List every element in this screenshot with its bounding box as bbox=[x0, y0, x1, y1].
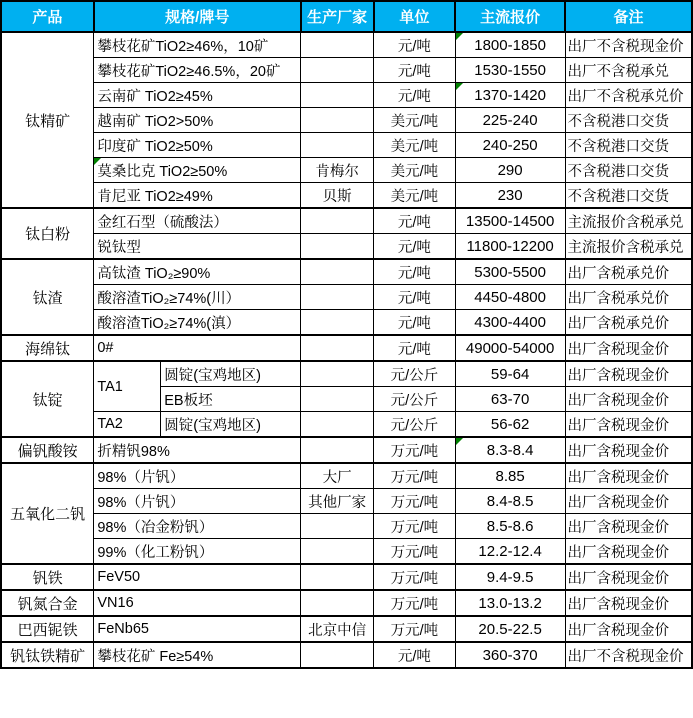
price-cell bbox=[455, 335, 565, 361]
spec-cell-text: 莫桑比克 TiO2≥50% bbox=[97, 163, 228, 180]
spec-cell bbox=[94, 32, 301, 58]
spec-cell-text: 金红石型（硫酸法） bbox=[97, 214, 228, 231]
unit-cell-text: 万元/吨 bbox=[390, 494, 439, 511]
spec-cell-text: 肯尼亚 TiO2≥49% bbox=[97, 188, 213, 205]
table-row bbox=[1, 32, 692, 58]
note-cell-text: 不含税港口交货 bbox=[567, 113, 670, 130]
spec-form-cell bbox=[161, 361, 301, 387]
manufacturer-cell-text: 大厂 bbox=[322, 469, 352, 486]
table-row bbox=[1, 183, 692, 209]
manufacturer-cell bbox=[301, 361, 374, 387]
table-row bbox=[1, 285, 692, 310]
price-cell-text: 56-62 bbox=[490, 415, 530, 433]
unit-cell bbox=[374, 285, 456, 310]
spec-form-cell bbox=[161, 412, 301, 438]
unit-cell bbox=[374, 564, 456, 590]
unit-cell bbox=[374, 83, 456, 108]
note-cell bbox=[565, 208, 692, 234]
table-row bbox=[1, 133, 692, 158]
manufacturer-cell bbox=[301, 158, 374, 183]
product-cell bbox=[1, 463, 94, 564]
comment-flag-icon bbox=[456, 33, 463, 40]
spec-cell bbox=[94, 158, 301, 183]
unit-cell bbox=[374, 259, 456, 285]
unit-cell bbox=[374, 32, 456, 58]
comment-flag-icon bbox=[94, 158, 101, 165]
comment-flag-icon bbox=[456, 83, 463, 90]
product-cell bbox=[1, 642, 94, 668]
product-cell-text: 钛锭 bbox=[32, 391, 63, 409]
price-cell-text: 59-64 bbox=[490, 365, 530, 383]
price-cell bbox=[455, 489, 565, 514]
header-price: 主流报价 bbox=[455, 1, 565, 32]
manufacturer-cell bbox=[301, 83, 374, 108]
spec-cell bbox=[94, 489, 301, 514]
manufacturer-cell-text: 其他厂家 bbox=[308, 494, 367, 511]
note-cell bbox=[565, 108, 692, 133]
unit-cell bbox=[374, 642, 456, 668]
unit-cell-text: 万元/吨 bbox=[390, 443, 439, 460]
unit-cell bbox=[374, 158, 456, 183]
price-cell-text: 1370-1420 bbox=[474, 86, 546, 104]
manufacturer-cell bbox=[301, 285, 374, 310]
unit-cell-text: 元/公斤 bbox=[390, 417, 439, 434]
unit-cell-text: 美元/吨 bbox=[390, 113, 439, 130]
spec-form-cell-text: 圆锭(宝鸡地区) bbox=[164, 367, 261, 384]
price-cell bbox=[455, 208, 565, 234]
spec-grade-cell bbox=[94, 361, 161, 412]
table-row bbox=[1, 489, 692, 514]
note-cell bbox=[565, 234, 692, 260]
manufacturer-cell bbox=[301, 58, 374, 83]
price-cell-text: 8.5-8.6 bbox=[486, 517, 534, 535]
price-cell-text: 49000-54000 bbox=[465, 339, 555, 357]
spec-grade-cell-text: TA2 bbox=[97, 416, 123, 432]
spec-cell bbox=[94, 463, 301, 489]
spec-grade-cell bbox=[94, 412, 161, 438]
price-cell-text: 225-240 bbox=[482, 111, 538, 129]
product-cell bbox=[1, 335, 94, 361]
unit-cell-text: 美元/吨 bbox=[390, 163, 439, 180]
note-cell bbox=[565, 361, 692, 387]
product-cell bbox=[1, 590, 94, 616]
comment-flag-icon bbox=[456, 438, 463, 445]
note-cell-text: 出厂含税承兑价 bbox=[567, 265, 670, 282]
spec-cell bbox=[94, 234, 301, 260]
price-table-header bbox=[1, 1, 692, 32]
unit-cell-text: 元/吨 bbox=[397, 214, 431, 231]
price-cell bbox=[455, 108, 565, 133]
spec-cell bbox=[94, 590, 301, 616]
unit-cell bbox=[374, 514, 456, 539]
spec-cell bbox=[94, 335, 301, 361]
unit-cell-text: 元/吨 bbox=[397, 648, 431, 665]
note-cell-text: 出厂含税现金价 bbox=[567, 417, 670, 434]
unit-cell bbox=[374, 58, 456, 83]
price-cell bbox=[455, 133, 565, 158]
price-cell-text: 240-250 bbox=[482, 136, 538, 154]
spec-cell bbox=[94, 642, 301, 668]
header-unit: 单位 bbox=[374, 1, 456, 32]
manufacturer-cell bbox=[301, 514, 374, 539]
price-cell-text: 8.85 bbox=[495, 467, 525, 485]
product-cell-text: 钒氮合金 bbox=[17, 595, 78, 613]
unit-cell-text: 元/吨 bbox=[397, 290, 431, 307]
note-cell bbox=[565, 489, 692, 514]
spec-cell bbox=[94, 259, 301, 285]
note-cell bbox=[565, 616, 692, 642]
unit-cell bbox=[374, 108, 456, 133]
unit-cell bbox=[374, 590, 456, 616]
table-row bbox=[1, 590, 692, 616]
price-cell-text: 20.5-22.5 bbox=[478, 620, 542, 638]
price-cell bbox=[455, 642, 565, 668]
note-cell-text: 出厂不含税承兑价 bbox=[567, 88, 684, 105]
price-cell-text: 4300-4400 bbox=[474, 313, 546, 331]
header-note: 备注 bbox=[565, 1, 692, 32]
unit-cell bbox=[374, 183, 456, 209]
spec-cell-text: 云南矿 TiO2≥45% bbox=[97, 88, 213, 105]
unit-cell-text: 元/吨 bbox=[397, 63, 431, 80]
manufacturer-cell bbox=[301, 590, 374, 616]
spec-cell bbox=[94, 285, 301, 310]
note-cell-text: 出厂含税现金价 bbox=[567, 544, 670, 561]
unit-cell bbox=[374, 387, 456, 412]
unit-cell bbox=[374, 133, 456, 158]
spec-cell bbox=[94, 58, 301, 83]
price-cell bbox=[455, 361, 565, 387]
spec-cell-text: 越南矿 TiO2>50% bbox=[97, 113, 214, 130]
price-cell-text: 13.0-13.2 bbox=[478, 594, 542, 612]
unit-cell-text: 万元/吨 bbox=[390, 544, 439, 561]
table-row bbox=[1, 310, 692, 336]
price-cell-text: 1530-1550 bbox=[474, 61, 546, 79]
unit-cell-text: 美元/吨 bbox=[390, 138, 439, 155]
note-cell bbox=[565, 83, 692, 108]
product-cell bbox=[1, 259, 94, 335]
unit-cell bbox=[374, 361, 456, 387]
unit-cell-text: 元/吨 bbox=[397, 239, 431, 256]
table-row bbox=[1, 463, 692, 489]
spec-cell bbox=[94, 108, 301, 133]
unit-cell-text: 万元/吨 bbox=[390, 570, 439, 587]
table-row bbox=[1, 412, 692, 438]
spec-cell-text: 酸溶渣TiO₂≥74%(川） bbox=[97, 290, 241, 307]
unit-cell bbox=[374, 208, 456, 234]
price-cell-text: 13500-14500 bbox=[465, 212, 555, 230]
table-row bbox=[1, 158, 692, 183]
note-cell-text: 出厂含税承兑价 bbox=[567, 290, 670, 307]
note-cell bbox=[565, 514, 692, 539]
note-cell-text: 出厂含税现金价 bbox=[567, 443, 670, 460]
header-spec: 规格/牌号 bbox=[94, 1, 301, 32]
spec-cell-text: 攀枝花矿 Fe≥54% bbox=[97, 648, 214, 665]
product-cell-text: 钛精矿 bbox=[25, 112, 71, 130]
price-table-body bbox=[1, 32, 692, 668]
table-row bbox=[1, 642, 692, 668]
unit-cell bbox=[374, 234, 456, 260]
table-row bbox=[1, 335, 692, 361]
price-cell-text: 9.4-9.5 bbox=[486, 568, 534, 586]
unit-cell bbox=[374, 489, 456, 514]
price-cell-text: 4450-4800 bbox=[474, 288, 546, 306]
spec-cell-text: FeV50 bbox=[97, 569, 141, 585]
price-cell bbox=[455, 564, 565, 590]
note-cell-text: 出厂含税现金价 bbox=[567, 570, 670, 587]
product-cell bbox=[1, 616, 94, 642]
spec-cell-text: 印度矿 TiO2≥50% bbox=[97, 138, 213, 155]
table-row bbox=[1, 616, 692, 642]
manufacturer-cell bbox=[301, 489, 374, 514]
unit-cell-text: 万元/吨 bbox=[390, 622, 439, 639]
note-cell bbox=[565, 590, 692, 616]
note-cell bbox=[565, 335, 692, 361]
unit-cell-text: 元/吨 bbox=[397, 315, 431, 332]
spec-cell-text: 0# bbox=[97, 340, 114, 356]
spec-cell-text: 98%（片钒） bbox=[97, 469, 185, 486]
price-cell bbox=[455, 463, 565, 489]
price-cell bbox=[455, 285, 565, 310]
product-cell bbox=[1, 361, 94, 437]
price-cell-text: 8.3-8.4 bbox=[486, 441, 534, 459]
table-row bbox=[1, 514, 692, 539]
price-cell-text: 1800-1850 bbox=[474, 36, 546, 54]
price-cell bbox=[455, 437, 565, 463]
price-cell-text: 230 bbox=[497, 186, 523, 204]
table-row bbox=[1, 58, 692, 83]
header-manufacturer: 生产厂家 bbox=[301, 1, 374, 32]
spec-form-cell-text: EB板坯 bbox=[164, 392, 213, 409]
product-cell-text: 钛白粉 bbox=[25, 226, 71, 243]
note-cell-text: 出厂不含税承兑 bbox=[567, 63, 670, 80]
price-cell-text: 5300-5500 bbox=[474, 263, 546, 281]
manufacturer-cell bbox=[301, 259, 374, 285]
price-cell bbox=[455, 259, 565, 285]
note-cell-text: 出厂不含税现金价 bbox=[567, 38, 684, 55]
note-cell-text: 出厂含税现金价 bbox=[567, 519, 670, 536]
manufacturer-cell bbox=[301, 539, 374, 565]
table-row bbox=[1, 259, 692, 285]
price-cell bbox=[455, 616, 565, 642]
price-cell-text: 8.4-8.5 bbox=[486, 492, 534, 510]
manufacturer-cell bbox=[301, 108, 374, 133]
price-cell-text: 12.2-12.4 bbox=[478, 542, 542, 560]
manufacturer-cell bbox=[301, 335, 374, 361]
unit-cell bbox=[374, 539, 456, 565]
spec-cell-text: 99%（化工粉钒） bbox=[97, 544, 214, 561]
spec-cell-text: FeNb65 bbox=[97, 621, 149, 637]
manufacturer-cell bbox=[301, 183, 374, 209]
manufacturer-cell bbox=[301, 234, 374, 260]
spec-cell-text: 锐钛型 bbox=[97, 239, 141, 256]
note-cell-text: 不含税港口交货 bbox=[567, 163, 670, 180]
note-cell bbox=[565, 412, 692, 438]
table-row bbox=[1, 234, 692, 260]
note-cell-text: 不含税港口交货 bbox=[567, 188, 670, 205]
price-cell bbox=[455, 83, 565, 108]
spec-cell bbox=[94, 564, 301, 590]
product-cell-text: 钛渣 bbox=[32, 289, 63, 307]
manufacturer-cell bbox=[301, 310, 374, 336]
spec-cell-text: 高钛渣 TiO₂≥90% bbox=[97, 265, 211, 282]
unit-cell bbox=[374, 310, 456, 336]
spec-grade-cell-text: TA1 bbox=[97, 378, 123, 395]
note-cell-text: 出厂含税现金价 bbox=[567, 622, 670, 639]
manufacturer-cell bbox=[301, 564, 374, 590]
note-cell bbox=[565, 642, 692, 668]
note-cell-text: 出厂含税现金价 bbox=[567, 469, 670, 486]
product-cell-text: 五氧化二钒 bbox=[10, 506, 86, 523]
manufacturer-cell-text: 北京中信 bbox=[308, 622, 367, 639]
spec-cell-text: 酸溶渣TiO₂≥74%(滇） bbox=[97, 315, 241, 332]
note-cell-text: 主流报价含税承兑 bbox=[567, 239, 684, 256]
note-cell-text: 出厂含税现金价 bbox=[567, 596, 670, 613]
price-cell bbox=[455, 183, 565, 209]
unit-cell-text: 万元/吨 bbox=[390, 469, 439, 486]
spec-cell-text: VN16 bbox=[97, 595, 134, 611]
manufacturer-cell bbox=[301, 642, 374, 668]
spec-cell bbox=[94, 208, 301, 234]
table-row bbox=[1, 539, 692, 565]
note-cell-text: 出厂不含税现金价 bbox=[567, 648, 684, 665]
product-cell bbox=[1, 437, 94, 463]
manufacturer-cell bbox=[301, 32, 374, 58]
note-cell bbox=[565, 32, 692, 58]
price-cell-text: 290 bbox=[497, 161, 523, 179]
product-cell-text: 偏钒酸铵 bbox=[17, 442, 78, 460]
note-cell-text: 出厂含税现金价 bbox=[567, 392, 670, 409]
product-cell bbox=[1, 32, 94, 208]
price-cell bbox=[455, 514, 565, 539]
unit-cell bbox=[374, 412, 456, 438]
price-cell bbox=[455, 234, 565, 260]
note-cell bbox=[565, 463, 692, 489]
manufacturer-cell bbox=[301, 208, 374, 234]
price-cell bbox=[455, 58, 565, 83]
note-cell bbox=[565, 183, 692, 209]
product-cell bbox=[1, 208, 94, 259]
spec-cell-text: 98%（片钒） bbox=[97, 494, 185, 511]
manufacturer-cell bbox=[301, 616, 374, 642]
note-cell-text: 主流报价含税承兑 bbox=[567, 214, 684, 231]
manufacturer-cell bbox=[301, 387, 374, 412]
product-cell-text: 钒铁 bbox=[32, 569, 63, 587]
unit-cell-text: 万元/吨 bbox=[390, 519, 439, 536]
spec-cell bbox=[94, 310, 301, 336]
table-row bbox=[1, 108, 692, 133]
note-cell-text: 不含税港口交货 bbox=[567, 138, 670, 155]
unit-cell-text: 元/公斤 bbox=[390, 367, 439, 384]
price-cell bbox=[455, 590, 565, 616]
price-cell-text: 11800-12200 bbox=[466, 237, 554, 255]
price-cell-text: 63-70 bbox=[490, 390, 530, 408]
unit-cell-text: 元/吨 bbox=[397, 88, 431, 105]
unit-cell-text: 美元/吨 bbox=[390, 188, 439, 205]
price-cell bbox=[455, 387, 565, 412]
unit-cell bbox=[374, 335, 456, 361]
manufacturer-cell bbox=[301, 463, 374, 489]
spec-cell bbox=[94, 616, 301, 642]
table-row bbox=[1, 208, 692, 234]
price-cell bbox=[455, 412, 565, 438]
product-cell-text: 巴西铌铁 bbox=[17, 621, 78, 639]
spec-cell-text: 98%（冶金粉钒） bbox=[97, 519, 214, 536]
note-cell-text: 出厂含税现金价 bbox=[567, 367, 670, 384]
spec-cell bbox=[94, 183, 301, 209]
note-cell bbox=[565, 158, 692, 183]
note-cell bbox=[565, 539, 692, 565]
table-row bbox=[1, 564, 692, 590]
product-cell-text: 钒钛铁精矿 bbox=[10, 647, 86, 665]
table-row bbox=[1, 437, 692, 463]
header-product: 产品 bbox=[1, 1, 94, 32]
spec-cell bbox=[94, 437, 301, 463]
unit-cell bbox=[374, 437, 456, 463]
unit-cell-text: 元/吨 bbox=[397, 38, 431, 55]
note-cell-text: 出厂含税现金价 bbox=[567, 494, 670, 511]
spec-cell-text: 攀枝花矿TiO2≥46%，10矿 bbox=[97, 38, 269, 55]
note-cell bbox=[565, 285, 692, 310]
price-cell bbox=[455, 158, 565, 183]
manufacturer-cell-text: 肯梅尔 bbox=[315, 163, 359, 180]
unit-cell-text: 元/吨 bbox=[397, 341, 431, 358]
table-row bbox=[1, 361, 692, 387]
manufacturer-cell bbox=[301, 437, 374, 463]
note-cell bbox=[565, 133, 692, 158]
price-cell bbox=[455, 310, 565, 336]
spec-cell bbox=[94, 133, 301, 158]
note-cell bbox=[565, 259, 692, 285]
price-cell-text: 360-370 bbox=[482, 646, 538, 664]
price-cell bbox=[455, 32, 565, 58]
note-cell-text: 出厂含税现金价 bbox=[567, 341, 670, 358]
product-cell-text: 海绵钛 bbox=[25, 340, 71, 358]
spec-cell bbox=[94, 539, 301, 565]
spec-cell-text: 折精钒98% bbox=[97, 443, 170, 460]
manufacturer-cell bbox=[301, 133, 374, 158]
unit-cell bbox=[374, 616, 456, 642]
manufacturer-cell-text: 贝斯 bbox=[322, 188, 352, 205]
spec-form-cell bbox=[161, 387, 301, 412]
note-cell bbox=[565, 58, 692, 83]
spec-form-cell-text: 圆锭(宝鸡地区) bbox=[164, 417, 261, 434]
manufacturer-cell bbox=[301, 412, 374, 438]
unit-cell bbox=[374, 463, 456, 489]
header-row bbox=[1, 1, 692, 32]
spec-cell-text: 攀枝花矿TiO2≥46.5%，20矿 bbox=[97, 63, 281, 80]
note-cell bbox=[565, 564, 692, 590]
note-cell bbox=[565, 387, 692, 412]
spec-cell bbox=[94, 514, 301, 539]
product-cell bbox=[1, 564, 94, 590]
unit-cell-text: 元/公斤 bbox=[390, 392, 439, 409]
unit-cell-text: 万元/吨 bbox=[390, 596, 439, 613]
spec-cell bbox=[94, 83, 301, 108]
note-cell bbox=[565, 437, 692, 463]
note-cell bbox=[565, 310, 692, 336]
price-cell bbox=[455, 539, 565, 565]
note-cell-text: 出厂含税承兑价 bbox=[567, 315, 670, 332]
table-row bbox=[1, 83, 692, 108]
unit-cell-text: 元/吨 bbox=[397, 265, 431, 282]
